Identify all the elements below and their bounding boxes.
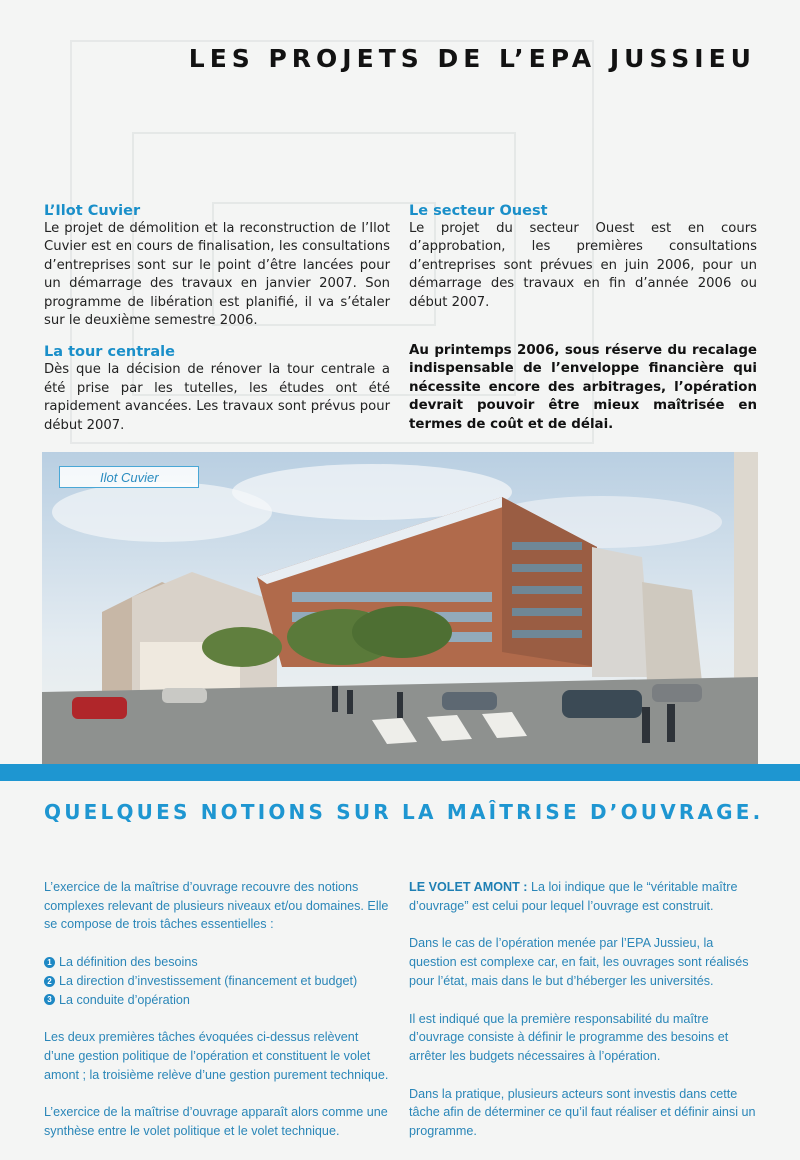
list-item-text: La définition des besoins [59,955,198,970]
page-title: LES PROJETS DE L’EPA JUSSIEU [188,44,756,73]
list-item [44,991,392,1010]
volet-amont-para [409,878,759,915]
volet-amont-text: La loi indique que le “véritable maître d’ouvrage” est celui pour lequel l’ouvrage est construit. [409,880,738,913]
ilot-cuvier-rendering [42,452,758,764]
notions-right-para-3: Il est indiqué que la première responsabilité du maître d’ouvrage consiste à définir le programme des besoins et arrêter les budgets nécessaires à l’opération. [409,1011,729,1063]
notions-left-column [44,878,392,1160]
notions-right-column [409,878,759,1160]
projects-left-column [44,203,390,435]
notions-right-para-2: Dans le cas de l’opération menée par l’EPA Jussieu, la question est complexe car, en fait, les ouvrages sont réalisés pour l’état, mais dans le but d’héberger les universités. [409,936,749,988]
list-item [44,972,392,991]
notions-para-2: Les deux premières tâches évoquées ci-dessus relèvent d’une gestion politique de l’opération et constituent le volet amont ; la troisième relève d’une gestion purement technique. [44,1030,389,1082]
number-badge: 3 [44,994,55,1005]
list-item [44,953,392,972]
heading-tour-centrale: La tour centrale [44,344,175,361]
heading-ilot-cuvier: L’Ilot Cuvier [44,203,141,219]
tasks-list [44,953,392,1009]
list-item-text: La conduite d’opération [59,992,190,1007]
notions-intro: L’exercice de la maîtrise d’ouvrage recouvre des notions complexes relevant de plusieurs niveaux et/ou domaines. Elle se compose de trois tâches essentielles : [44,880,389,932]
notions-right-para-4: Dans la pratique, plusieurs acteurs sont investis dans cette tâche afin de déterminer ce qu’il faut réaliser et définir ainsi un programme. [409,1086,756,1139]
text-secteur-ouest: Le projet du secteur Ouest est en cours d’approbation, les premières consultations d’entreprises sont prévues en juin 2006, pour un démarrage des travaux en fin d’année 2006 ou début 2007. [409,221,757,310]
number-badge: 2 [44,976,55,987]
printemps-note: Au printemps 2006, sous réserve du recalage indispensable de l’enveloppe financière qui nécessite encore des arbitrages, l’opération devrait pouvoir être mieux maîtrisée en termes de coût et de délai. [409,343,757,432]
projects-right-column [409,203,757,434]
volet-amont-lead: LE VOLET AMONT : [409,880,528,894]
number-badge: 1 [44,957,55,968]
section-title-maitrise-ouvrage: QUELQUES NOTIONS SUR LA MAÎTRISE D’OUVRAGE. [44,800,764,824]
text-ilot-cuvier: Le projet de démolition et la reconstruction de l’Ilot Cuvier est en cours de finalisation, les consultations d’entreprises sont sur le point d’être lancées pour un démarrage des travaux en janvier 2007. Son programme de libération est planifié, il va s’étaler sur le deuxième semestre 2006. [44,221,390,329]
list-item-text: La direction d’investissement (financement et budget) [59,973,358,988]
heading-secteur-ouest: Le secteur Ouest [409,203,548,219]
photo-label-ilot-cuvier: Ilot Cuvier [59,466,199,488]
blue-divider-stripe [0,764,800,781]
text-tour-centrale: Dès que la décision de rénover la tour centrale a été prise par les tutelles, les études ont été rapidement avancées. Les travaux sont prévus pour début 2007. [44,362,390,433]
building-illustration [42,452,758,764]
notions-para-3: L’exercice de la maîtrise d’ouvrage apparaît alors comme une synthèse entre le volet politique et le volet technique. [44,1105,388,1139]
